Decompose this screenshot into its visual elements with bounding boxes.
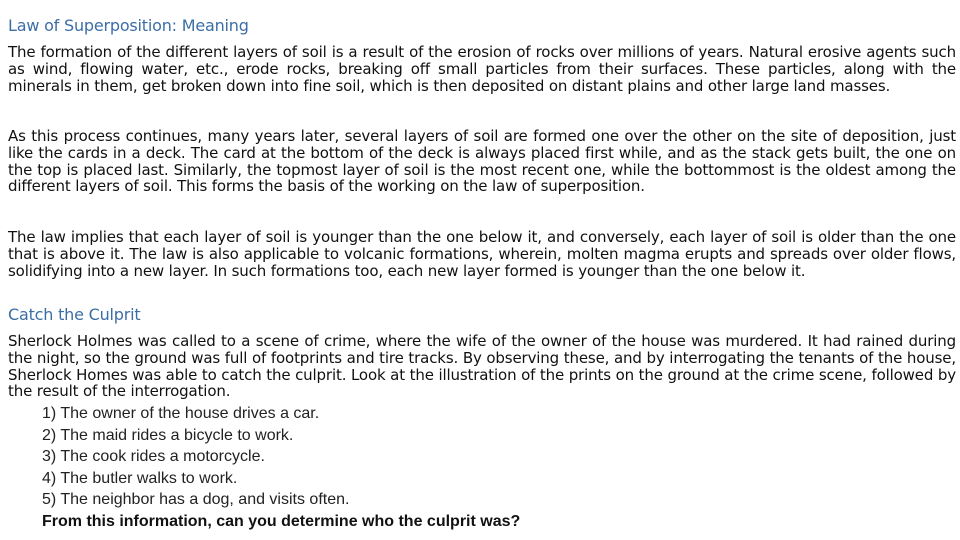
list-item: 2) The maid rides a bicycle to work. xyxy=(42,427,294,444)
list-item: 1) The owner of the house drives a car. xyxy=(42,405,320,422)
paragraph-deposition-layers: As this process continues, many years later, several layers of soil are formed one over the other on the site of deposition, just like the cards in a deck. The card at the bottom of the deck is always placed first while, and as the stack gets built, the one on the top is placed last. Similarly, the topmost layer of soil is the most recent one, while the bottommost is the oldest among the different layers of soil. This forms the basis of the working on the law of superposition. xyxy=(8,127,956,196)
heading-law-of-superposition: Law of Superposition: Meaning xyxy=(8,16,249,35)
heading-catch-the-culprit: Catch the Culprit xyxy=(8,305,141,324)
paragraph-soil-formation: The formation of the different layers of soil is a result of the erosion of rocks over millions of years. Natural erosive agents such as wind, flowing water, etc., erode rocks, breaking off small particles from their surfaces. These particles, along with the minerals in them, get broken down into fine soil, which is then deposited on distant plains and other large land masses. xyxy=(8,43,956,95)
list-item: 4) The butler walks to work. xyxy=(42,470,238,487)
culprit-question: From this information, can you determine who the culprit was? xyxy=(42,513,521,530)
list-item: 5) The neighbor has a dog, and visits often. xyxy=(42,491,350,508)
paragraph-sherlock-story: Sherlock Holmes was called to a scene of crime, where the wife of the owner of the house was murdered. It had rained during the night, so the ground was full of footprints and tire tracks. By observing these, and by interrogating the tenants of the house, Sherlock Homes was able to catch the culprit. Look at the illustration of the prints on the ground at the crime scene, followed by the result of the interrogation. xyxy=(8,332,956,401)
paragraph-law-implication: The law implies that each layer of soil is younger than the one below it, and conversely, each layer of soil is older than the one that is above it. The law is also applicable to volcanic formations, wherein, molten magma erupts and spreads over older flows, solidifying into a new layer. In such formations too, each new layer formed is younger than the one below it. xyxy=(8,228,956,280)
list-item: 3) The cook rides a motorcycle. xyxy=(42,448,265,465)
